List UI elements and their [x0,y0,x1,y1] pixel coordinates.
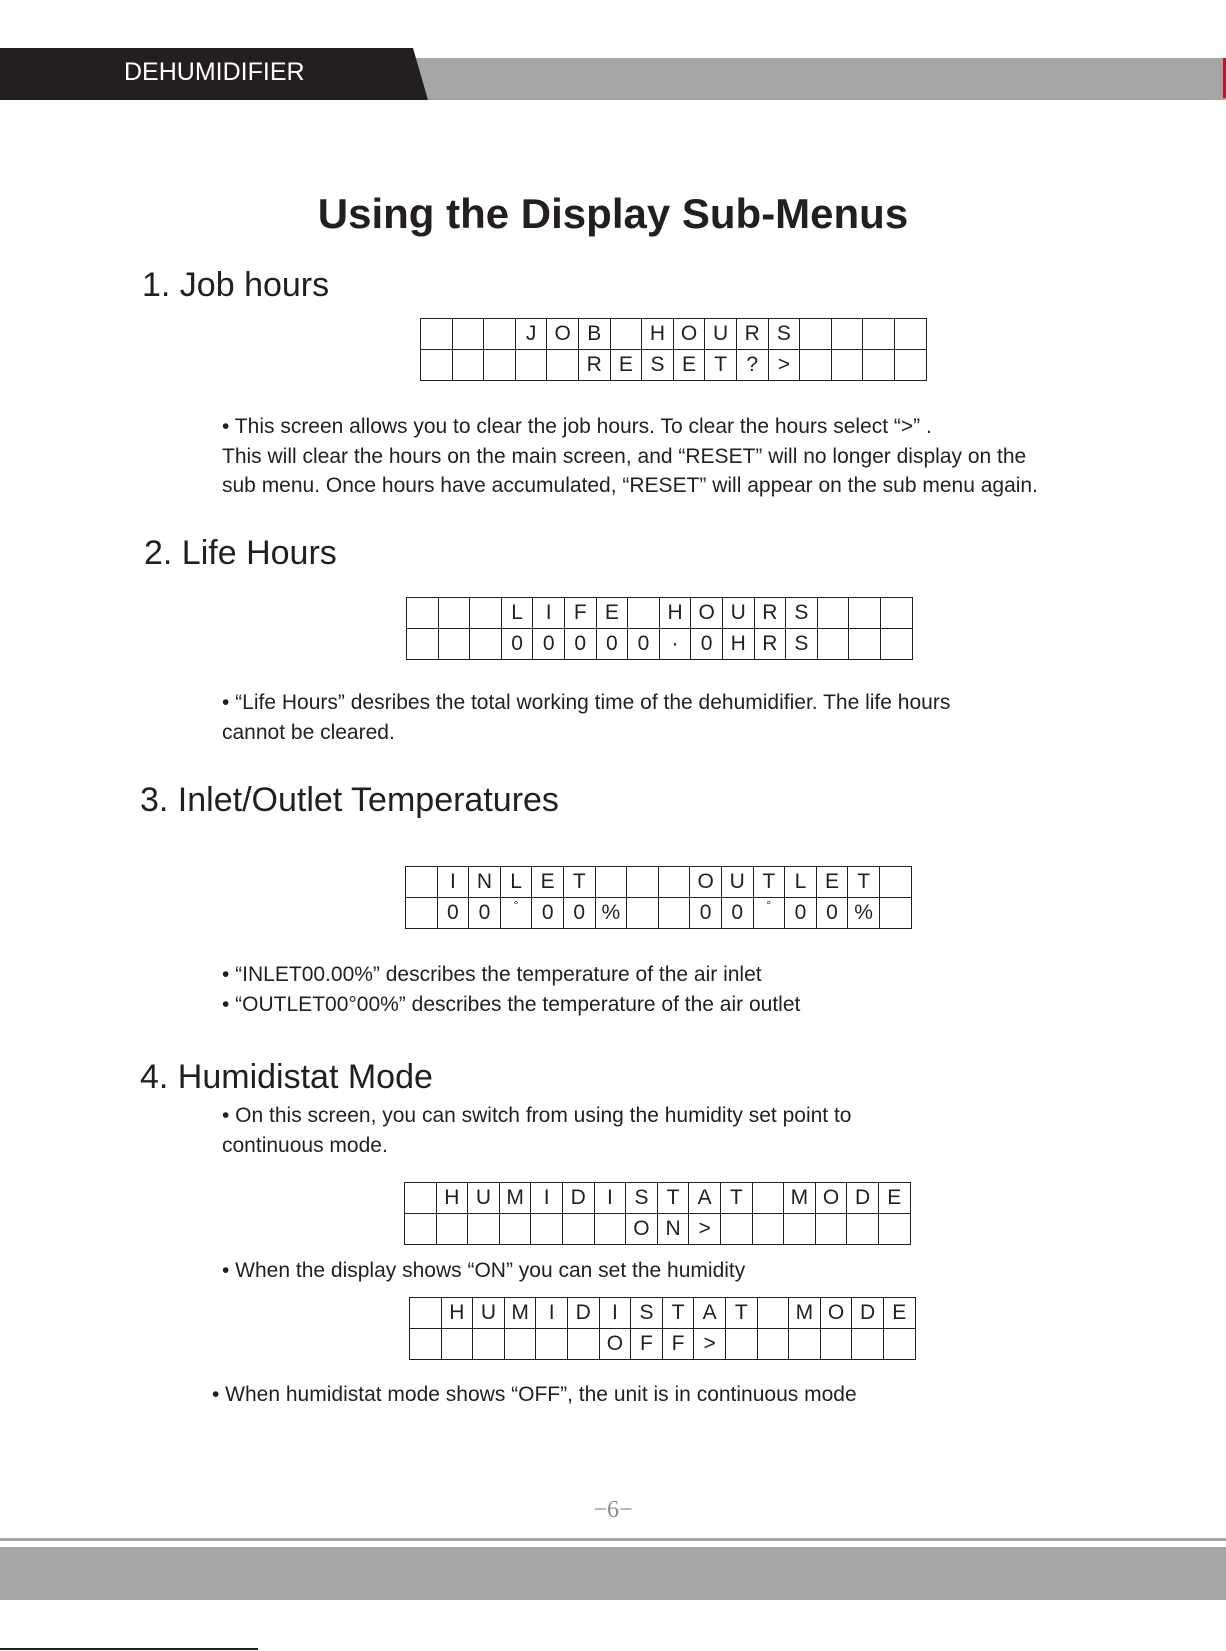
lcd-cell: L [501,598,533,629]
lcd-cell [849,629,881,660]
lcd-cell [800,319,832,350]
lcd-cell: F [631,1329,663,1360]
lcd-cell: O [547,319,579,350]
paragraph-line: This will clear the hours on the main screen, and “RESET” will no longer display on the [222,444,1027,468]
degree-symbol: ° [513,898,519,912]
lcd-cell [441,1329,473,1360]
life-hours-description [222,688,950,747]
lcd-cell: O [673,319,705,350]
lcd-cell [880,598,912,629]
lcd-cell: I [536,1298,568,1329]
humidistat-off-note: • When humidistat mode shows “OFF”, the unit is in continuous mode [212,1383,857,1406]
lcd-cell [880,629,912,660]
lcd-cell: A [694,1298,726,1329]
lcd-cell: L [785,867,817,898]
lcd-row [406,867,912,898]
lcd-cell [847,1214,879,1245]
lcd-cell: O [690,867,722,898]
lcd-cell [406,898,438,929]
lcd-cell: 0 [501,629,533,660]
lcd-cell [752,1214,784,1245]
lcd-cell: H [441,1298,473,1329]
lcd-row [421,350,927,381]
lcd-cell: I [594,1183,626,1214]
lcd-cell: S [786,598,818,629]
lcd-cell: > [768,350,800,381]
lcd-cell [852,1329,884,1360]
lcd-cell [863,319,895,350]
lcd-cell: ? [736,350,768,381]
lcd-cell [800,350,832,381]
lcd-cell: F [662,1329,694,1360]
lcd-cell: S [786,629,818,660]
lcd-cell: 0 [691,629,723,660]
page-number: −6− [593,1497,633,1523]
paragraph-line: • “INLET00.00%” describes the temperature of the air inlet [222,963,762,986]
lcd-cell: 0 [469,898,501,929]
lcd-cell: T [563,867,595,898]
section-heading-humidistat: 4. Humidistat Mode [140,1058,433,1096]
lcd-cell [536,1329,568,1360]
lcd-cell [452,350,484,381]
lcd-cell: S [631,1298,663,1329]
header-label: DEHUMIDIFIER [124,58,305,86]
lcd-cell [820,1329,852,1360]
lcd-cell [753,898,785,929]
lcd-cell [627,867,659,898]
lcd-cell: H [642,319,674,350]
lcd-display-job-hours [420,318,927,381]
lcd-cell: E [878,1183,910,1214]
degree-symbol: ° [766,898,772,912]
lcd-cell [831,350,863,381]
lcd-cell [752,1183,784,1214]
lcd-cell [610,319,642,350]
lcd-cell [594,1214,626,1245]
temperatures-description [222,960,800,1019]
lcd-cell [720,1214,752,1245]
lcd-cell: 0 [721,898,753,929]
lcd-cell: A [689,1183,721,1214]
lcd-cell [883,1329,915,1360]
lcd-display-temperatures [405,866,912,929]
lcd-cell [784,1214,816,1245]
lcd-cell: M [499,1183,531,1214]
lcd-cell: O [815,1183,847,1214]
lcd-cell [484,350,516,381]
lcd-cell: 0 [563,898,595,929]
lcd-cell [407,598,439,629]
lcd-row [410,1298,916,1329]
lcd-cell: E [596,598,628,629]
lcd-cell: 0 [532,898,564,929]
lcd-cell: T [725,1298,757,1329]
lcd-cell: 0 [628,629,660,660]
lcd-cell [438,629,470,660]
lcd-cell [789,1329,821,1360]
paragraph-line: • On this screen, you can switch from using the humidity set point to [222,1104,852,1127]
lcd-cell: H [436,1183,468,1214]
lcd-cell: U [473,1298,505,1329]
lcd-cell [595,867,627,898]
lcd-display-humidistat-on [404,1182,911,1245]
lcd-cell: U [705,319,737,350]
lcd-cell: T [848,867,880,898]
lcd-cell [567,1329,599,1360]
lcd-cell [405,1214,437,1245]
lcd-cell: S [768,319,800,350]
lcd-cell: > [689,1214,721,1245]
lcd-cell [406,867,438,898]
lcd-cell [473,1329,505,1360]
page-title: Using the Display Sub-Menus [317,190,909,237]
lcd-cell [547,350,579,381]
lcd-cell: 0 [564,629,596,660]
lcd-cell [410,1329,442,1360]
lcd-cell: B [578,319,610,350]
lcd-cell: O [626,1214,658,1245]
lcd-cell [421,350,453,381]
lcd-cell: H [722,629,754,660]
lcd-cell: D [847,1183,879,1214]
lcd-cell: T [705,350,737,381]
lcd-cell: F [564,598,596,629]
lcd-cell [470,629,502,660]
lcd-display-life-hours [406,597,913,660]
lcd-cell: U [721,867,753,898]
lcd-cell: T [662,1298,694,1329]
paragraph-line: cannot be cleared. [222,720,395,744]
lcd-cell: S [642,350,674,381]
lcd-cell: 0 [785,898,817,929]
lcd-cell: O [820,1298,852,1329]
lcd-cell: E [883,1298,915,1329]
lcd-cell [894,319,926,350]
paragraph-line: continuous mode. [222,1133,388,1157]
lcd-cell [628,598,660,629]
lcd-cell: D [852,1298,884,1329]
lcd-cell [849,598,881,629]
lcd-cell [894,350,926,381]
lcd-row [410,1329,916,1360]
lcd-cell [484,319,516,350]
lcd-cell [531,1214,563,1245]
job-hours-description [222,412,1038,501]
lcd-cell [831,319,863,350]
lcd-cell: H [659,598,691,629]
lcd-cell: E [610,350,642,381]
lcd-cell [500,898,532,929]
lcd-cell: 0 [437,898,469,929]
humidistat-intro [222,1101,851,1160]
lcd-cell: 0 [816,898,848,929]
lcd-cell [405,1183,437,1214]
lcd-cell: R [578,350,610,381]
lcd-cell [410,1298,442,1329]
lcd-cell [815,1214,847,1245]
lcd-cell: E [816,867,848,898]
lcd-cell [817,598,849,629]
lcd-cell [627,898,659,929]
lcd-cell: R [736,319,768,350]
lcd-cell [421,319,453,350]
lcd-cell [407,629,439,660]
lcd-cell: R [754,598,786,629]
lcd-cell: T [657,1183,689,1214]
lcd-cell [658,867,690,898]
lcd-cell: > [694,1329,726,1360]
section-heading-temperatures: 3. Inlet/Outlet Temperatures [140,781,559,819]
lcd-row [421,319,927,350]
lcd-cell: J [515,319,547,350]
lcd-cell [879,898,911,929]
lcd-cell: 0 [533,629,565,660]
lcd-cell: T [720,1183,752,1214]
lcd-cell: N [657,1214,689,1245]
lcd-cell: % [595,898,627,929]
lcd-cell: T [753,867,785,898]
lcd-cell: E [532,867,564,898]
lcd-cell [438,598,470,629]
lcd-cell [757,1298,789,1329]
lcd-cell: R [754,629,786,660]
lcd-row [407,598,913,629]
lcd-cell [757,1329,789,1360]
lcd-cell: U [722,598,754,629]
lcd-cell: N [469,867,501,898]
lcd-cell: M [504,1298,536,1329]
lcd-cell: D [562,1183,594,1214]
lcd-cell: S [626,1183,658,1214]
section-heading-life-hours: 2. Life Hours [144,534,337,572]
paragraph-line: • “OUTLET00°00%” describes the temperature of the air outlet [222,992,801,1016]
lcd-cell: 0 [690,898,722,929]
lcd-cell: O [599,1329,631,1360]
lcd-cell: O [691,598,723,629]
lcd-cell [725,1329,757,1360]
lcd-cell: · [659,629,691,660]
lcd-row [405,1214,911,1245]
lcd-cell [817,629,849,660]
humidistat-on-note: • When the display shows “ON” you can set the humidity [222,1259,746,1282]
lcd-cell: E [673,350,705,381]
section-heading-job-hours: 1. Job hours [142,266,330,304]
lcd-cell: I [531,1183,563,1214]
lcd-cell [863,350,895,381]
lcd-row [406,898,912,929]
lcd-row [405,1183,911,1214]
lcd-cell [504,1329,536,1360]
footer-line [0,1538,1226,1541]
lcd-cell: M [784,1183,816,1214]
lcd-cell: D [567,1298,599,1329]
lcd-cell [499,1214,531,1245]
lcd-cell [562,1214,594,1245]
paragraph-line: sub menu. Once hours have accumulated, “RESET” will appear on the sub menu again. [222,474,1038,497]
lcd-cell: % [848,898,880,929]
footer-rule [0,1648,258,1650]
lcd-display-humidistat-off [409,1297,916,1360]
paragraph-line: • This screen allows you to clear the job hours. To clear the hours select “>” . [222,415,932,438]
lcd-cell: I [533,598,565,629]
lcd-cell: I [599,1298,631,1329]
lcd-cell [468,1214,500,1245]
footer-band [0,1547,1226,1600]
lcd-cell [436,1214,468,1245]
lcd-cell [879,867,911,898]
lcd-cell [658,898,690,929]
lcd-cell [515,350,547,381]
lcd-cell: U [468,1183,500,1214]
lcd-cell: M [789,1298,821,1329]
lcd-cell: I [437,867,469,898]
lcd-cell [470,598,502,629]
lcd-cell: 0 [596,629,628,660]
lcd-row [407,629,913,660]
lcd-cell: L [500,867,532,898]
paragraph-line: • “Life Hours” desribes the total working time of the dehumidifier. The life hours [222,691,951,714]
lcd-cell [878,1214,910,1245]
lcd-cell [452,319,484,350]
